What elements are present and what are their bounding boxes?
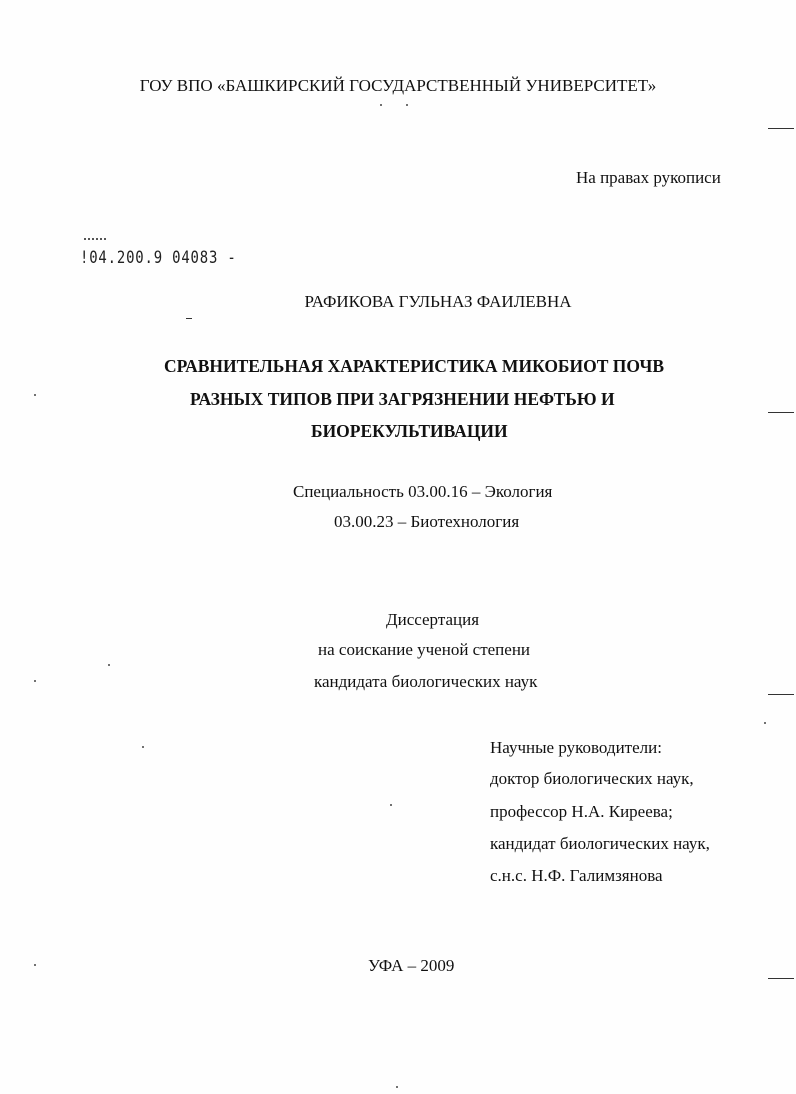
- scan-edge-mark: [768, 694, 794, 695]
- supervisors-heading: Научные руководители:: [490, 738, 662, 757]
- supervisor-line-4: с.н.с. Н.Ф. Галимзянова: [490, 866, 663, 885]
- scan-speck: [34, 680, 36, 682]
- scan-speck: [380, 104, 382, 106]
- title-line-1: СРАВНИТЕЛЬНАЯ ХАРАКТЕРИСТИКА МИКОБИОТ ПОЧВ: [164, 356, 665, 376]
- scan-edge-mark: [768, 978, 794, 979]
- scan-speck: [34, 964, 36, 966]
- specialty-line-2: 03.00.23 – Биотехнология: [334, 512, 520, 531]
- scan-speck: [764, 722, 766, 724]
- institution-header: ГОУ ВПО «БАШКИРСКИЙ ГОСУДАРСТВЕННЫЙ УНИВЕРСИТЕТ»: [139, 76, 657, 95]
- title-line-3: БИОРЕКУЛЬТИВАЦИИ: [311, 421, 508, 441]
- manuscript-note: На правах рукописи: [576, 168, 721, 187]
- author-name: РАФИКОВА ГУЛЬНАЗ ФАИЛЕВНА: [304, 292, 572, 311]
- scan-speck: [186, 318, 192, 319]
- degree-line-1: Диссертация: [386, 610, 480, 629]
- registration-stamp: !04.200.9 04083 -: [80, 248, 237, 268]
- supervisor-line-1: доктор биологических наук,: [490, 769, 694, 788]
- supervisor-line-3: кандидат биологических наук,: [490, 834, 710, 853]
- scan-speck: [34, 394, 36, 396]
- specialty-line-1: Специальность 03.00.16 – Экология: [293, 482, 553, 501]
- degree-line-3: кандидата биологических наук: [314, 672, 538, 691]
- stamp-dots: [84, 238, 106, 242]
- city-year: УФА – 2009: [368, 956, 455, 975]
- scan-speck: [396, 1086, 398, 1088]
- scan-speck: [142, 746, 144, 748]
- degree-line-2: на соискание ученой степени: [318, 640, 531, 659]
- scan-speck: [390, 804, 392, 806]
- supervisor-line-2: профессор Н.А. Киреева;: [490, 802, 673, 821]
- title-line-2: РАЗНЫХ ТИПОВ ПРИ ЗАГРЯЗНЕНИИ НЕФТЬЮ И: [190, 389, 615, 409]
- scan-speck: [108, 664, 110, 666]
- scan-speck: [406, 104, 408, 106]
- scan-edge-mark: [768, 128, 794, 129]
- scan-edge-mark: [768, 412, 794, 413]
